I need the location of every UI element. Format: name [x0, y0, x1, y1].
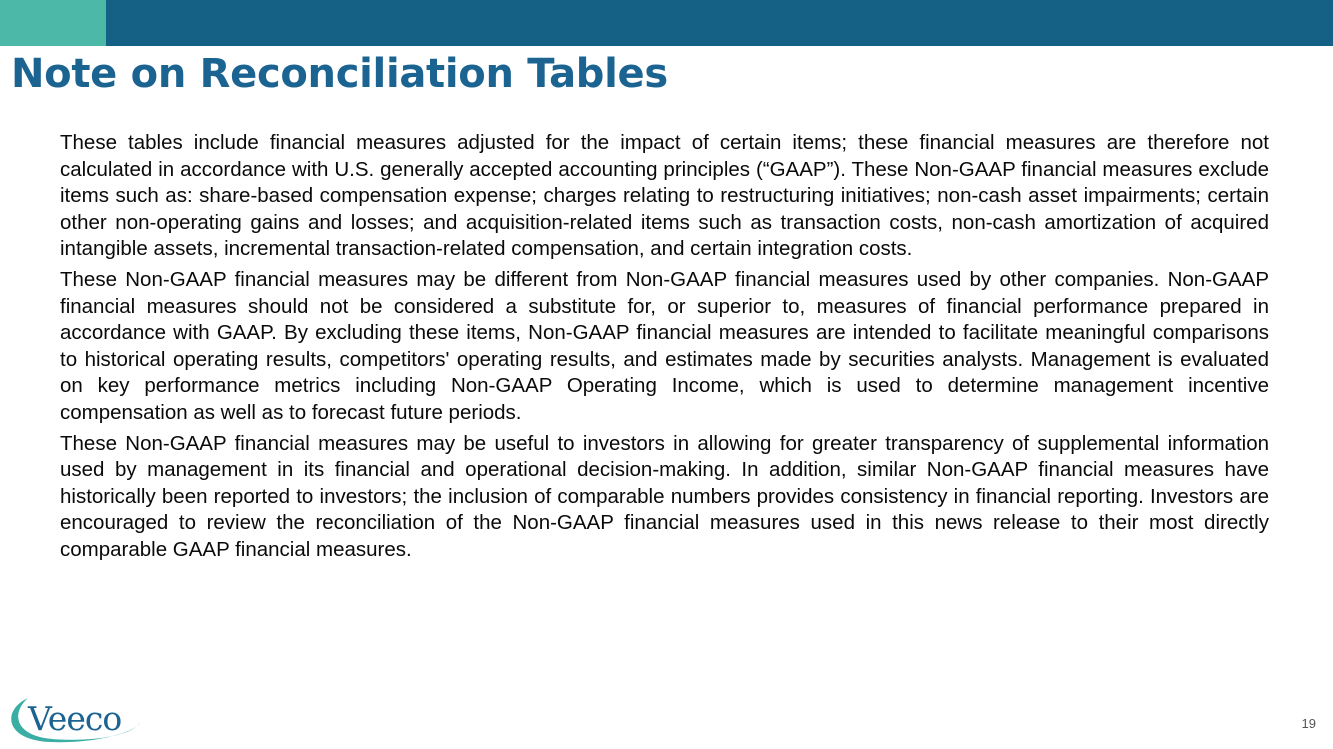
header-accent-block — [0, 0, 106, 46]
page-number: 19 — [1301, 716, 1316, 731]
paragraph: These tables include financial measures adjusted for the impact of certain items; these financial measures are therefore not calculated in accordance with U.S. generally accepted accounting principles (“GAAP”). These Non-GAAP financial measures exclude items such as: share-based compensation expense; charges relating to restructuring initiatives; non-cash asset impairments; certain other non-operating gains and losses; and acquisition-related items such as transaction costs, non-cash amortization of acquired intangible assets, incremental transaction-related compensation, and certain integration costs. — [60, 131, 1269, 261]
slide-title: Note on Reconciliation Tables — [11, 51, 668, 97]
logo-wordmark: Veeco — [28, 699, 122, 738]
paragraph: These Non-GAAP financial measures may be different from Non-GAAP financial measures used by other companies. Non-GAAP financial measures should not be considered a substitute for, or superior to, measures of financial performance prepared in accordance with GAAP. By excluding these items, Non-GAAP financial measures are intended to facilitate meaningful comparisons to historical operating results, competitors' operating results, and estimates made by securities analysts. Management is evaluated on key performance metrics including Non-GAAP Operating Income, which is used to determine management incentive compensation as well as to forecast future periods. — [60, 267, 1269, 424]
veeco-logo — [6, 692, 148, 746]
paragraph: These Non-GAAP financial measures may be useful to investors in allowing for greater transparency of supplemental information used by management in its financial and operational decision-making. In addition, similar Non-GAAP financial measures have historically been reported to investors; the inclusion of comparable numbers provides consistency in financial reporting. Investors are encouraged to review the reconciliation of the Non-GAAP financial measures used in this news release to their most directly comparable GAAP financial measures. — [60, 431, 1269, 561]
header-bar — [0, 0, 1333, 46]
body-text — [60, 130, 1269, 568]
